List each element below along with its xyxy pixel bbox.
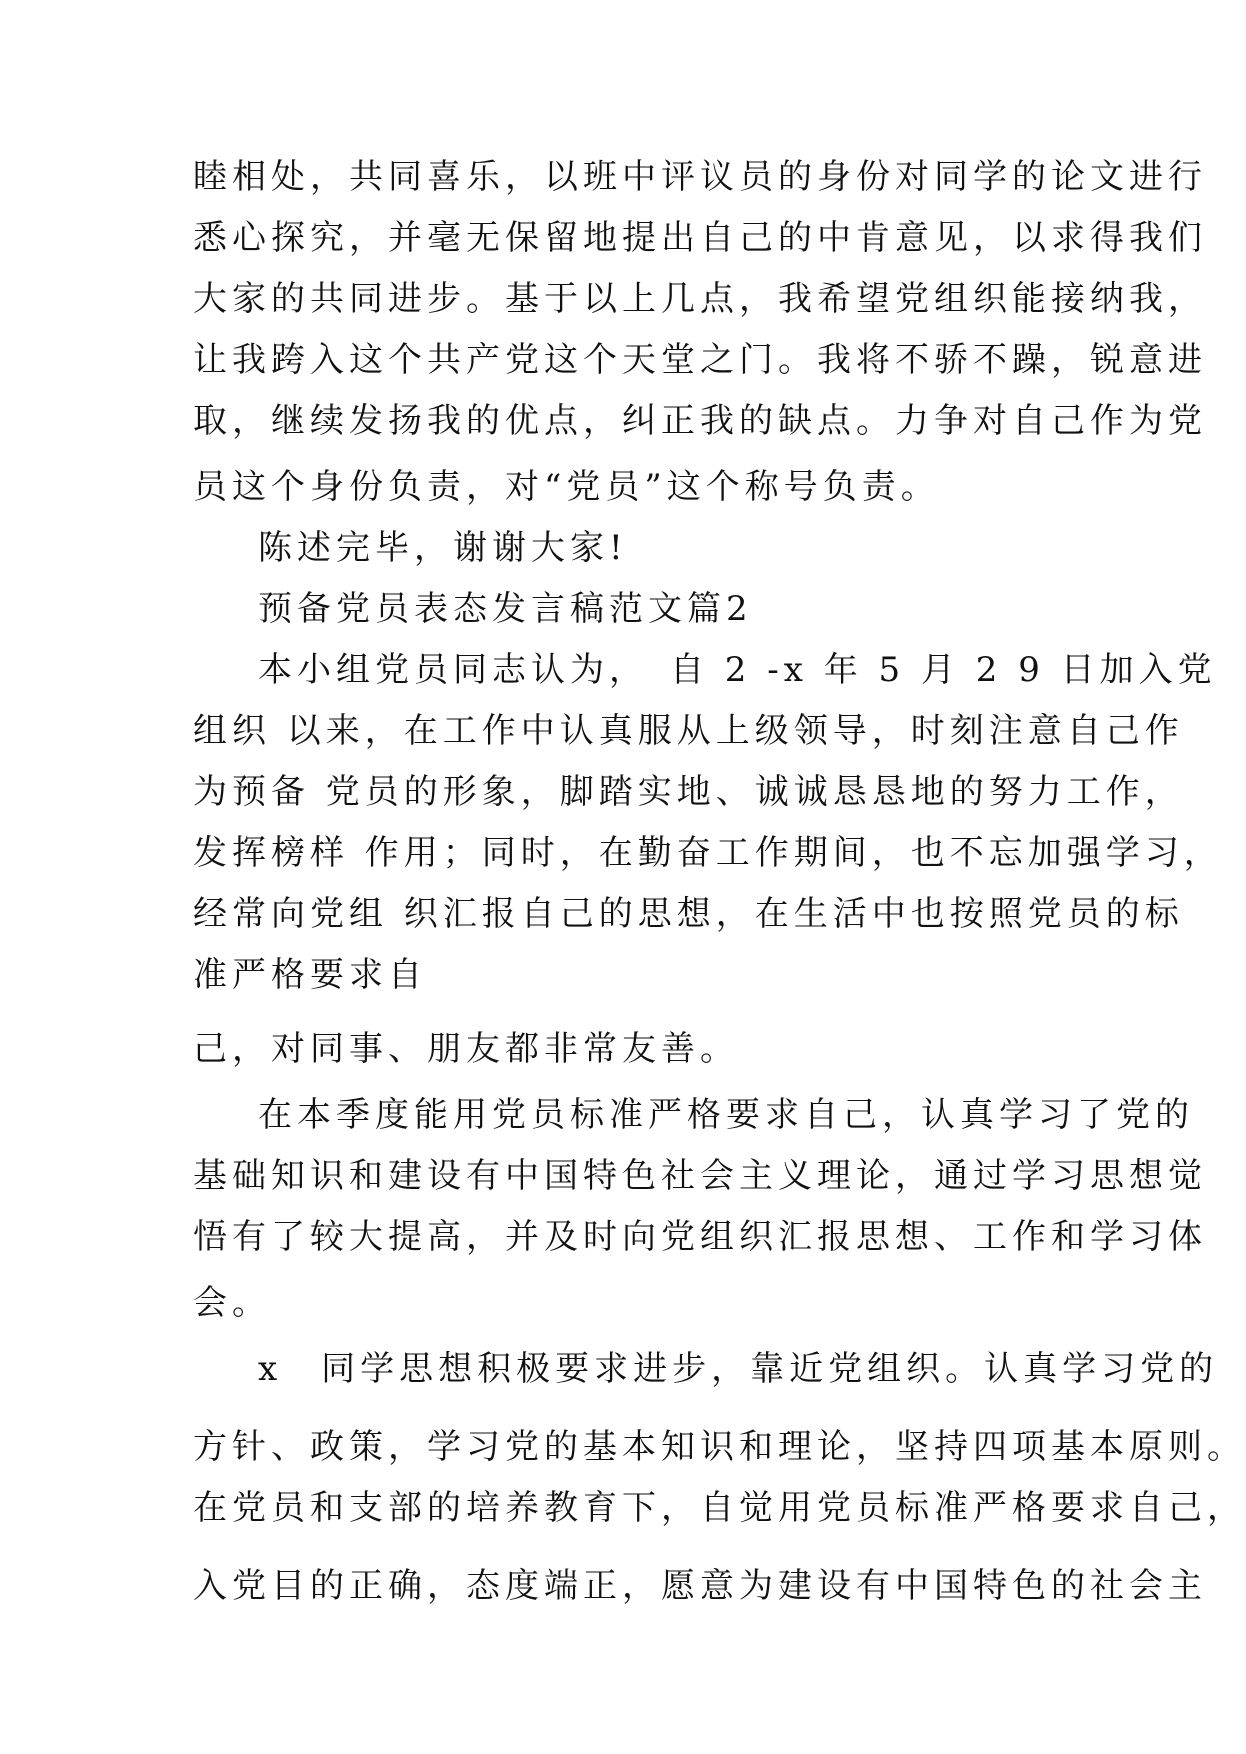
paragraph-line: 悉心探究，并毫无保留地提出自己的中肯意见，以求得我们 bbox=[193, 218, 1207, 258]
paragraph-line: x 同学思想积极要求进步，靠近党组织。认真学习党的 bbox=[258, 1349, 1219, 1389]
paragraph-line: 会。 bbox=[193, 1283, 271, 1323]
paragraph-line: 为预备 党员的形象，脚踏实地、诚诚恳恳地的努力工作， bbox=[193, 772, 1184, 812]
paragraph-line: 方针、政策，学习党的基本知识和理论，坚持四项基本原则。 bbox=[193, 1427, 1246, 1467]
paragraph-line: 睦相处，共同喜乐，以班中评议员的身份对同学的论文进行 bbox=[193, 157, 1207, 197]
paragraph-line: 入党目的正确，态度端正，愿意为建设有中国特色的社会主 bbox=[193, 1566, 1207, 1606]
paragraph-line: 己，对同事、朋友都非常友善。 bbox=[193, 1029, 739, 1069]
paragraph-line: 基础知识和建设有中国特色社会主义理论，通过学习思想觉 bbox=[193, 1156, 1207, 1196]
paragraph-line: 组织 以来，在工作中认真服从上级领导，时刻注意自己作 bbox=[193, 711, 1184, 751]
paragraph-line: 让我跨入这个共产党这个天堂之门。我将不骄不躁，锐意进 bbox=[193, 340, 1207, 380]
paragraph-line: 准严格要求自 bbox=[193, 955, 427, 995]
paragraph-line: 取，继续发扬我的优点，纠正我的缺点。力争对自己作为党 bbox=[193, 401, 1207, 441]
section-heading: 预备党员表态发言稿范文篇2 bbox=[258, 589, 753, 629]
paragraph-line: 发挥榜样 作用；同时，在勤奋工作期间，也不忘加强学习， bbox=[193, 833, 1223, 873]
paragraph-line: 经常向党组 织汇报自己的思想，在生活中也按照党员的标 bbox=[193, 894, 1184, 934]
paragraph-line: 大家的共同进步。基于以上几点，我希望党组织能接纳我， bbox=[193, 279, 1207, 319]
paragraph-line: 本小组党员同志认为， 自 2 -x 年 5 月 2 9 日加入党 bbox=[258, 650, 1217, 690]
paragraph-line: 员这个身份负责，对“党员”这个称号负责。 bbox=[193, 467, 940, 507]
paragraph-line: 在党员和支部的培养教育下，自觉用党员标准严格要求自己， bbox=[193, 1488, 1246, 1528]
paragraph-line: 在本季度能用党员标准严格要求自己，认真学习了党的 bbox=[258, 1095, 1194, 1135]
closing-line: 陈述完毕，谢谢大家! bbox=[258, 528, 628, 568]
paragraph-line: 悟有了较大提高，并及时向党组织汇报思想、工作和学习体 bbox=[193, 1217, 1207, 1257]
